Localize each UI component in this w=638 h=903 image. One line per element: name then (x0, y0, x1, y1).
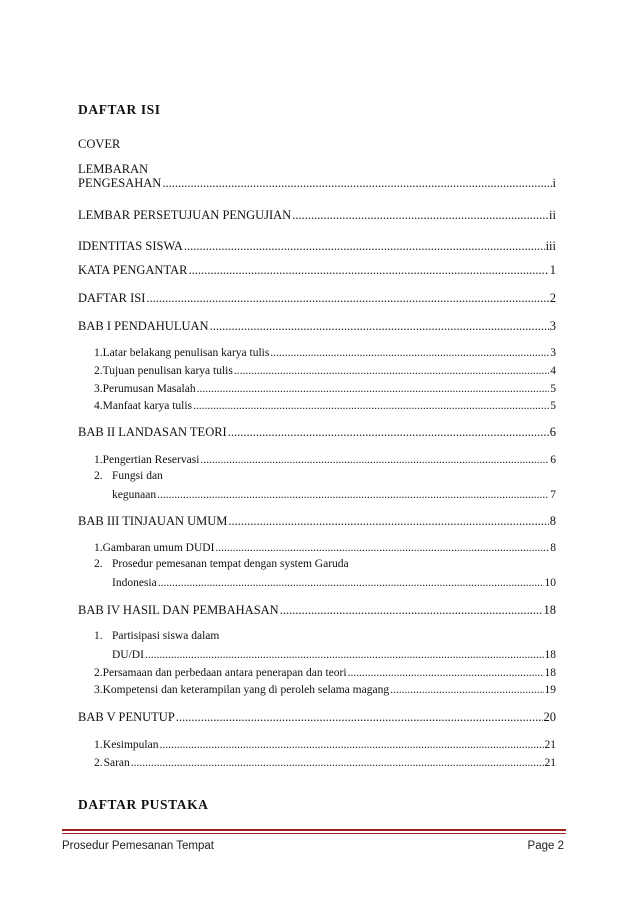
dot-leader (228, 424, 549, 440)
daftar-pustaka-heading: DAFTAR PUSTAKA (78, 797, 209, 812)
dot-leader (200, 452, 549, 468)
toc-entry-page: 3 (549, 319, 556, 333)
toc-entry-persetujuan (78, 207, 556, 223)
toc-subentry-label: kegunaan (112, 489, 157, 501)
toc-subentry-line1 (94, 558, 349, 570)
toc-entry-bab-3 (78, 513, 556, 529)
toc-subentry-page: 6 (550, 454, 556, 466)
toc-subentry-label: Tujuan penulisan karya tulis (102, 365, 233, 377)
toc-subentry-number: 2. (94, 757, 103, 769)
toc-entry-lembaran-line1: LEMBARAN (78, 162, 149, 176)
toc-subentry (94, 452, 556, 468)
toc-subentry-page: 7 (550, 489, 556, 501)
toc-entry-cover: COVER (78, 137, 121, 151)
dot-leader (157, 487, 549, 503)
toc-entry-page: i (552, 176, 556, 190)
toc-entry-page: 8 (549, 514, 556, 528)
toc-entry-identitas (78, 238, 556, 254)
toc-subentry-label: Latar belakang penulisan karya tulis (102, 347, 270, 359)
toc-subentry-line1 (94, 470, 163, 482)
toc-entry-bab-4 (78, 602, 556, 618)
dot-leader (228, 513, 548, 529)
toc-entry-page: iii (545, 239, 556, 253)
toc-subentry-number: 1. (94, 454, 103, 466)
dot-leader (390, 682, 543, 698)
toc-subentry-page: 21 (544, 739, 556, 751)
dot-leader (159, 737, 543, 753)
toc-subentry-page: 18 (544, 667, 556, 679)
toc-subentry-number: 1. (94, 739, 103, 751)
toc-entry-label: BAB I PENDAHULUAN (78, 319, 209, 333)
toc-entry-daftar-isi (78, 290, 556, 306)
toc-subentry (94, 665, 556, 681)
toc-subentry (94, 345, 556, 361)
dot-leader (131, 755, 544, 771)
toc-entry-label: DAFTAR ISI (78, 291, 146, 305)
toc-subentry (112, 647, 556, 663)
toc-subentry-label: Perumusan Masalah (102, 383, 196, 395)
toc-subentry-label: Kesimpulan (102, 739, 159, 751)
toc-subentry-line1 (94, 630, 220, 642)
toc-entry-page: 1 (549, 263, 556, 277)
toc-entry-page: 18 (543, 603, 556, 617)
toc-subentry-label: Prosedur pemesanan tempat dengan system Garuda (112, 558, 349, 570)
toc-subentry-label: DU/DI (112, 649, 144, 661)
dot-leader (280, 602, 543, 618)
toc-subentry (112, 575, 556, 591)
toc-subentry-label: Fungsi dan (112, 470, 163, 482)
toc-subentry-page: 21 (544, 757, 556, 769)
toc-subentry-number: 1. (94, 542, 103, 554)
toc-entry-label: LEMBAR PERSETUJUAN PENGUJIAN (78, 208, 292, 222)
toc-subentry (94, 737, 556, 753)
toc-subentry-label: Persamaan dan perbedaan antara penerapan dan teori (102, 667, 347, 679)
toc-title: DAFTAR ISI (78, 102, 161, 117)
toc-subentry-number: 2. (94, 558, 103, 570)
toc-subentry (94, 363, 556, 379)
toc-entry-label: BAB II LANDASAN TEORI (78, 425, 227, 439)
toc-entry-bab-1 (78, 318, 556, 334)
toc-subentry-page: 5 (550, 400, 556, 412)
dot-leader (188, 262, 548, 278)
dot-leader (146, 290, 548, 306)
toc-subentry-label: Pengertian Reservasi (102, 454, 200, 466)
dot-leader (184, 238, 545, 254)
toc-subentry (94, 540, 556, 556)
toc-subentry-label: Manfaat karya tulis (102, 400, 193, 412)
toc-subentry (112, 487, 556, 503)
dot-leader (292, 207, 548, 223)
footer-document-title: Prosedur Pemesanan Tempat (62, 840, 214, 852)
toc-entry-bab-2 (78, 424, 556, 440)
toc-subentry-label: Kompetensi dan keterampilan yang di peroleh selama magang (102, 684, 390, 696)
toc-entry-lembaran (78, 175, 556, 191)
toc-subentry-number: 1. (94, 630, 103, 642)
toc-subentry (94, 381, 556, 397)
toc-entry-label: BAB IV HASIL DAN PEMBAHASAN (78, 603, 279, 617)
toc-subentry-label: Gambaran umum DUDI (102, 542, 215, 554)
toc-entry-label: PENGESAHAN (78, 176, 162, 190)
toc-subentry-page: 18 (544, 649, 556, 661)
toc-entry-page: ii (549, 208, 556, 222)
toc-subentry (94, 398, 556, 414)
toc-subentry-page: 4 (550, 365, 556, 377)
dot-leader (348, 665, 544, 681)
footer-page-number: Page 2 (527, 840, 564, 852)
toc-subentry-page: 3 (550, 347, 556, 359)
dot-leader (270, 345, 549, 361)
dot-leader (162, 175, 551, 191)
toc-entry-label: BAB III TINJAUAN UMUM (78, 514, 228, 528)
toc-entry-bab-5 (78, 709, 556, 725)
toc-subentry-label: Saran (103, 757, 130, 769)
toc-subentry-label: Partisipasi siswa dalam (112, 630, 220, 642)
footer-rule (62, 829, 566, 831)
toc-subentry-page: 5 (550, 383, 556, 395)
toc-subentry-page: 19 (544, 684, 556, 696)
toc-subentry-number: 2. (94, 667, 103, 679)
toc-entry-page: 6 (549, 425, 556, 439)
footer-rule (62, 833, 566, 834)
toc-subentry (94, 682, 556, 698)
toc-subentry-page: 8 (550, 542, 556, 554)
toc-subentry-label: Indonesia (112, 577, 157, 589)
toc-entry-label: BAB V PENUTUP (78, 710, 175, 724)
toc-subentry-number: 4. (94, 400, 103, 412)
toc-entry-kata-pengantar (78, 262, 556, 278)
dot-leader (215, 540, 549, 556)
toc-subentry-page: 10 (544, 577, 556, 589)
toc-subentry-number: 2. (94, 365, 103, 377)
dot-leader (145, 647, 544, 663)
toc-entry-page: 20 (543, 710, 556, 724)
dot-leader (197, 381, 550, 397)
dot-leader (176, 709, 543, 725)
dot-leader (158, 575, 544, 591)
toc-subentry-number: 3. (94, 383, 103, 395)
toc-entry-page: 2 (549, 291, 556, 305)
toc-entry-label: IDENTITAS SISWA (78, 239, 183, 253)
toc-subentry (94, 755, 556, 771)
toc-subentry-number: 2. (94, 470, 103, 482)
dot-leader (210, 318, 549, 334)
toc-subentry-number: 1. (94, 347, 103, 359)
toc-entry-label: KATA PENGANTAR (78, 263, 188, 277)
toc-subentry-number: 3. (94, 684, 103, 696)
dot-leader (234, 363, 549, 379)
dot-leader (193, 398, 549, 414)
